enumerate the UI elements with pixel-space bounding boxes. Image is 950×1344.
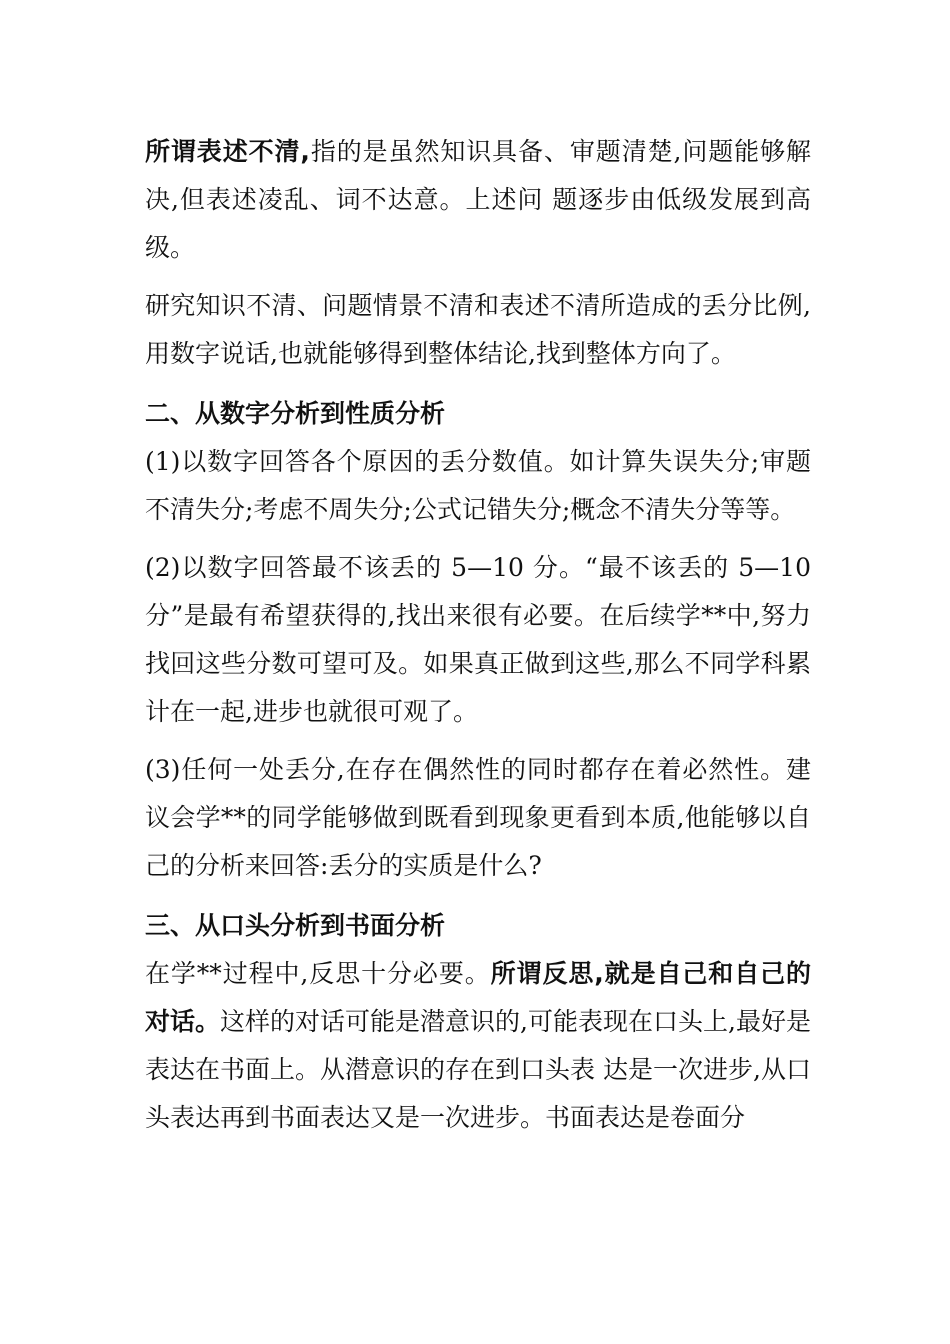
paragraph-text: 在学**过程中,反思十分必要。: [145, 959, 491, 988]
paragraph-research: 研究知识不清、问题情景不清和表述不清所造成的丢分比例,用数字说话,也就能够得到整体结论,找到整体方向了。: [145, 291, 811, 368]
paragraph-text: 指的是虽然知识具备、审题清楚,问题能够解决,但表述凌乱、词不达意。上述问 题逐步由低级发展到高级。: [145, 137, 811, 262]
paragraph-text: 这样的对话可能是潜意识的,可能表现在口头上,最好是表达在书面上。从潜意识的存在到口头表 达是一次进步,从口头表达再到书面表达又是一次进步。书面表达是卷面分: [145, 1007, 811, 1132]
bold-term: 所谓表述不清,: [145, 137, 310, 166]
paragraph-reflection: [145, 950, 811, 1142]
section-heading-3: 三、从口头分析到书面分析: [145, 911, 446, 940]
document-body: [145, 128, 811, 1142]
list-item-3: (3)任何一处丢分,在存在偶然性的同时都存在着必然性。建议会学**的同学能够做到既看到现象更看到本质,他能够以自己的分析来回答:丢分的实质是什么?: [145, 755, 811, 880]
paragraph-expression-unclear: [145, 128, 811, 272]
bold-definition: 所谓反思,就是自己和自己的对话。: [145, 959, 812, 1036]
section-heading-2: 二、从数字分析到性质分析: [145, 399, 446, 428]
list-item-1: (1)以数字回答各个原因的丢分数值。如计算失误失分;审题不清失分;考虑不周失分;公式记错失分;概念不清失分等等。: [145, 447, 811, 524]
list-item-2: (2)以数字回答最不该丢的 5—10 分。“最不该丢的 5—10 分”是最有希望获得的,找出来很有必要。在后续学**中,努力找回这些分数可望可及。如果真正做到这些,那么不同学科累计在一起,进步也就很可观了。: [145, 553, 811, 726]
